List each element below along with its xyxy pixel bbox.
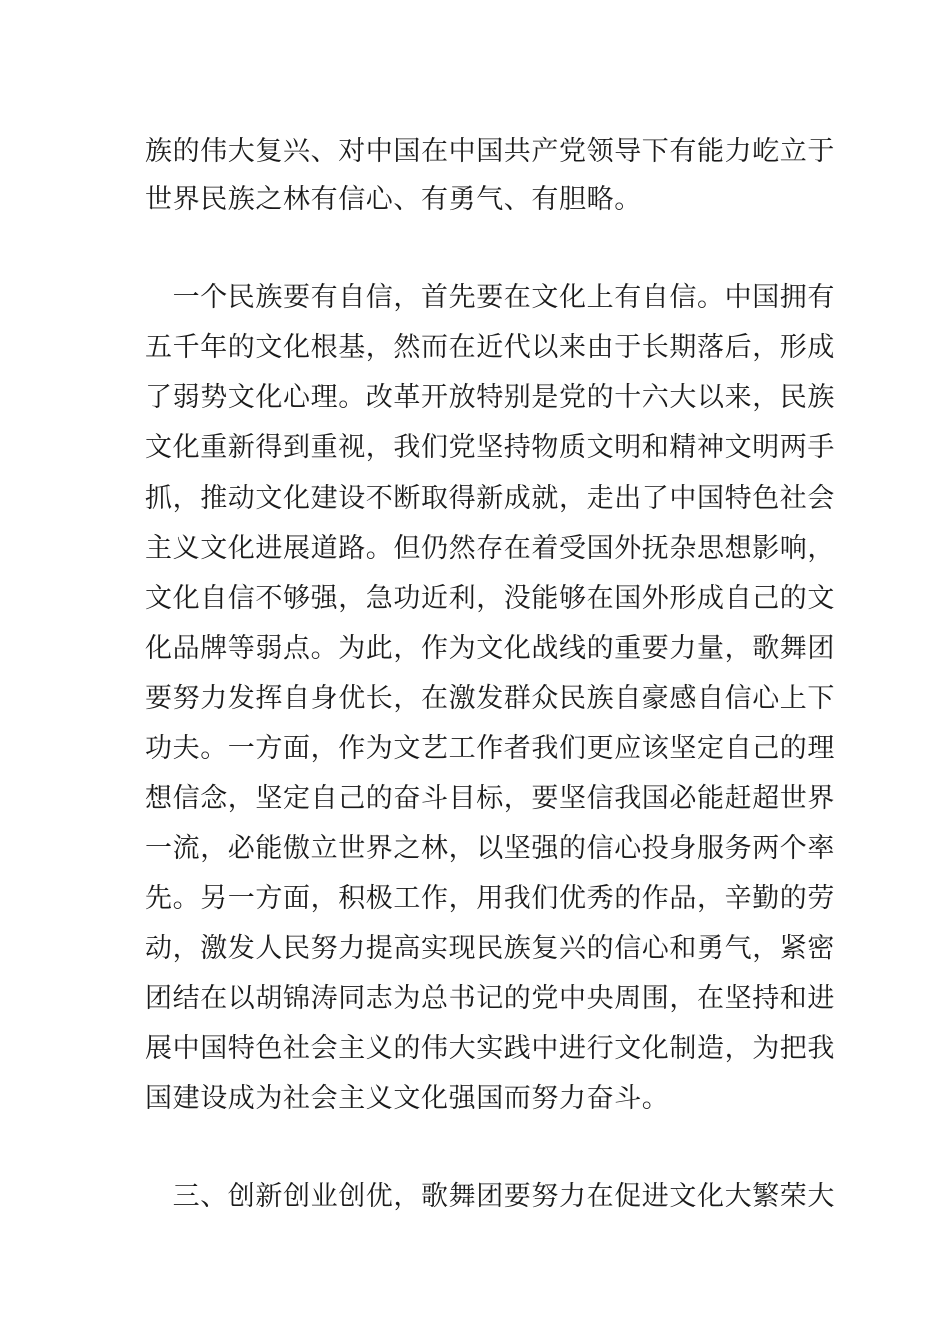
text-line: 文化自信不够强，急功近利，没能够在国外形成自己的文 — [145, 583, 835, 614]
text-line: 主义文化进展道路。但仍然存在着受国外抚杂思想影响， — [145, 533, 835, 564]
text-line: 一个民族要有自信，首先要在文化上有自信。中国拥有 — [145, 282, 835, 313]
text-line: 世界民族之林有信心、有勇气、有胆略。 — [145, 184, 642, 215]
text-line: 动，激发人民努力提高实现民族复兴的信心和勇气，紧密 — [145, 933, 835, 964]
text-line: 先。另一方面，积极工作，用我们优秀的作品，辛勤的劳 — [145, 883, 835, 914]
text-line: 一流，必能傲立世界之林，以坚强的信心投身服务两个率 — [145, 833, 835, 864]
text-line: 抓，推动文化建设不断取得新成就，走出了中国特色社会 — [145, 483, 835, 514]
text-line: 文化重新得到重视，我们党坚持物质文明和精神文明两手 — [145, 432, 835, 463]
text-line: 化品牌等弱点。为此，作为文化战线的重要力量，歌舞团 — [145, 633, 835, 664]
text-line: 五千年的文化根基，然而在近代以来由于长期落后，形成 — [145, 332, 835, 363]
text-line: 团结在以胡锦涛同志为总书记的党中央周围，在坚持和进 — [145, 983, 835, 1014]
text-line: 功夫。一方面，作为文艺工作者我们更应该坚定自己的理 — [145, 733, 835, 764]
text-line: 了弱势文化心理。改革开放特别是党的十六大以来，民族 — [145, 382, 835, 413]
text-line: 要努力发挥自身优长，在激发群众民族自豪感自信心上下 — [145, 683, 835, 714]
text-line: 想信念，坚定自己的奋斗目标，要坚信我国必能赶超世界 — [145, 783, 835, 814]
text-line: 三、创新创业创优，歌舞团要努力在促进文化大繁荣大 — [145, 1181, 835, 1212]
text-line: 国建设成为社会主义文化强国而努力奋斗。 — [145, 1083, 670, 1114]
text-line: 展中国特色社会主义的伟大实践中进行文化制造，为把我 — [145, 1033, 835, 1064]
text-line: 族的伟大复兴、对中国在中国共产党领导下有能力屹立于 — [145, 136, 835, 167]
